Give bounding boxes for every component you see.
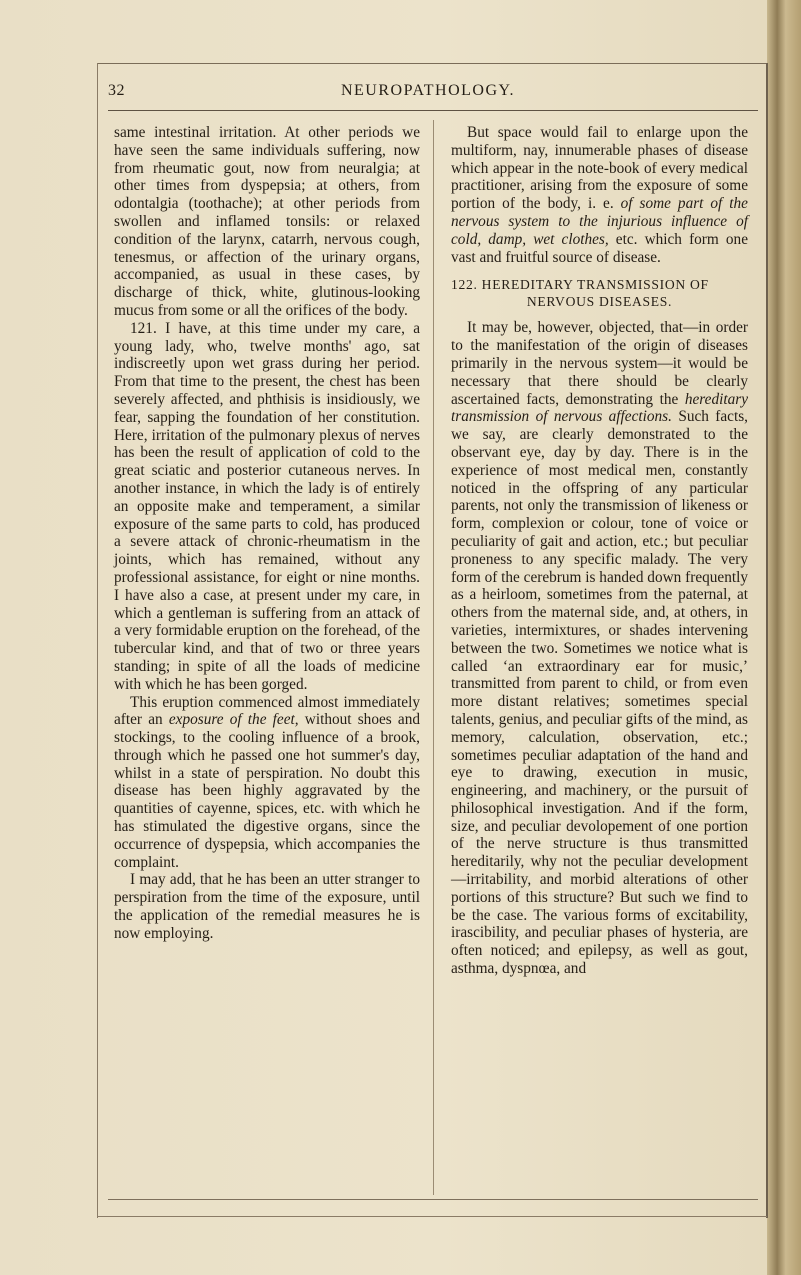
header-rule [108,110,758,111]
section-heading-line: 122. HEREDITARY TRANSMISSION OF [451,277,709,293]
right-column [451,124,748,978]
left-column [114,124,420,943]
italic-text: exposure of the feet, [168,711,299,729]
text-run: Such facts, we say, are clearly demonstrated to the observant eye, day by day. There is in the experience of most medical men, constantly noticed in the offspring of any particular parents, not only the transmission of likeness or form, complexion or colour, tone of voice or peculiarity of gait and action, etc.; but peculiar proneness to any specific malady. The very form of the cerebrum is handed down frequently as a heirloom, sometimes from the paternal, at others from the maternal side, and, at others, in varieties, intermixtures, or shades intervening between the two. Sometimes we notice what is called ‘an extraordinary ear for music,’ transmitted from parent to child, or from even more distant relatives; sometimes special talents, genius, and peculiar gifts of the mind, as memory, calculation, observation, etc.; sometimes peculiar adaptation of the hand and eye to drawing, execution in music, engineering, and machinery, or the pursuit of philosophical investigation. And if the form, size, and peculiar devolopement of one portion of the nerve structure is thus transmitted hereditarily, why not the peculiar development—irritability, and morbid alterations of other portions of this structure? But such we find to be the case. The various forms of excitability, irascibility, and peculiar phases of hysteria, are often noticed; and epilepsy, as well as gout, asthma, dyspnœa, and [451,408,748,978]
paragraph [451,319,748,977]
page-frame-left [97,63,98,1218]
text-run: This eruption commenced almost immediately after an [114,693,420,729]
text-run: But space would fail to enlarge upon the multiform, nay, innumerable phases of disease which appear in the note-book of every medical practitioner, arising from the exposure of some portion of the body, i. e. [451,124,748,213]
page-frame-bottom [97,1216,767,1217]
paragraph-121: 121. I have, at this time under my care, a young lady, who, twelve months' ago, sat indiscreetly upon wet grass during her period. From that time to the present, the chest has been severely affected, and phthisis is insidiously, we fear, sapping the foundation of her constitution. Here, irritation of the pulmonary plexus of nerves has been the result of application of cold to the great sciatic and posterior cutaneous nerves. In another instance, in which the lady is of entirely an opposite make and temperament, a similar exposure of the same parts to cold, has produced a severe attack of chronic-rheumatism in the joints, which has remained, without any professional assistance, for eight or nine months. I have also a case, at present under my care, in which a gentleman is suffering from an attack of a very formidable eruption on the forehead, of the tubercular kind, and that of two or three years standing; in spite of all the loads of medicine with which he has been gorged. [114,319,420,693]
page-frame-top [97,63,767,64]
column-divider [433,120,434,1195]
paragraph: I may add, that he has been an utter stranger to perspiration from the time of the exposure, until the application of the remedial measures he is now employing. [114,871,420,942]
italic-text: hereditary transmission of nervous affections. [451,390,748,426]
book-spine-edge [767,0,801,1275]
text-run: without shoes and stockings, to the cooling influence of a brook, through which he passed one hot summer's day, whilst in a state of perspiration. No doubt this disease has been highly aggravated by the quantities of cayenne, spices, etc. with which he has stimulated the digestive organs, since the occurrence of dyspepsia, which accompanies the complaint. [114,711,421,871]
page-number: 32 [108,82,125,99]
text-run: It may be, however, objected, that—in order to the manifestation of the origin of diseases primarily in the nervous system—it would be necessary that there should be clearly ascertained facts, demonstrating the [451,319,748,408]
page-frame-right [766,63,768,1218]
page-header [108,82,748,106]
section-heading-line: NERVOUS DISEASES. [526,294,673,310]
paragraph [451,124,748,266]
running-head: NEUROPATHOLOGY. [340,82,516,99]
text-run: etc. which form one vast and fruitful source of disease. [451,230,748,266]
paragraph [114,694,420,872]
paragraph: same intestinal irritation. At other periods we have seen the same individuals suffering, now from rheumatic gout, now from neuralgia; at other times from dyspepsia; at others, from odontalgia (toothache); at other periods from swollen and inflamed tonsils: or relaxed condition of the larynx, catarrh, nervous cough, tenesmus, or affection of the urinary organs, accompanied, as usual in these cases, by discharge of thick, white, glutinous-looking mucus from some or all the orifices of the body. [114,124,420,319]
italic-text: of some part of the nervous system to the injurious influence of cold, damp, wet clothes, [451,195,748,248]
section-heading-122 [451,276,748,310]
footer-rule [108,1199,758,1200]
